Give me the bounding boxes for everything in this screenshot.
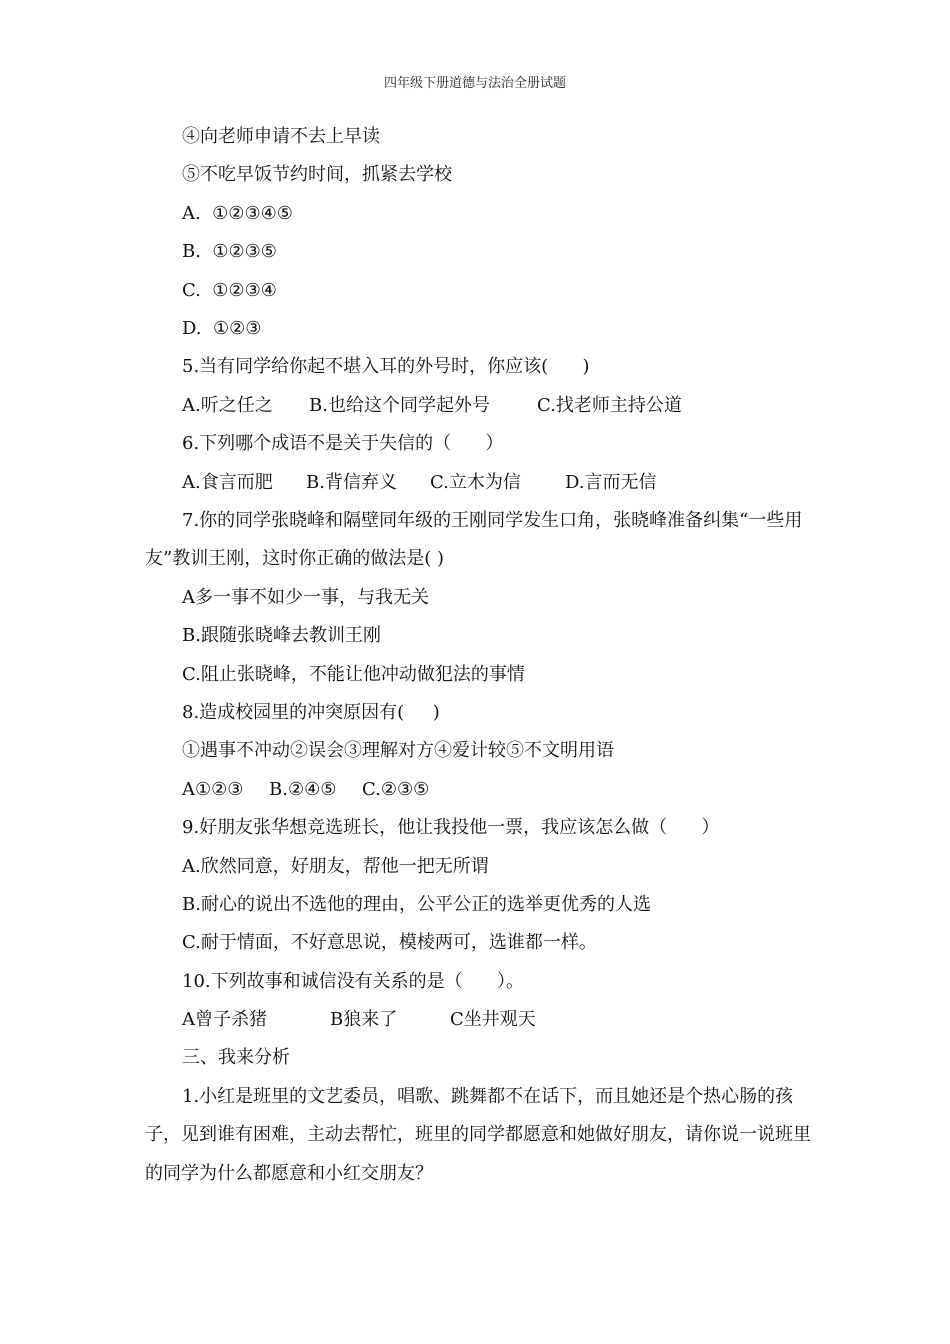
question-6-options (145, 464, 815, 502)
page-header: 四年级下册道德与法治全册试题 (383, 76, 566, 91)
question-5-options (145, 387, 815, 425)
q8-list: ①遇事不冲动②误会③理解对方④爱计较⑤不文明用语 (182, 740, 614, 762)
choice-b: B. ①②③⑤ (182, 241, 277, 263)
question-8: 8.造成校园里的冲突原因有( ) (182, 701, 440, 723)
question-10: 10.下列故事和诚信没有关系的是（ ）。 (182, 970, 524, 992)
q6-option-a: A.食言而肥 (182, 471, 273, 493)
question-7: 7.你的同学张晓峰和隔壁同年级的王刚同学发生口角，张晓峰准备纠集“一些用友”教训王刚，这时你正确的做法是( ) (145, 509, 803, 570)
q10-option-c: C坐井观天 (450, 1009, 536, 1031)
q6-option-b: B.背信弃义 (306, 471, 397, 493)
q7-option-a: A多一事不如少一事，与我无关 (182, 586, 429, 608)
question-5: 5.当有同学给你起不堪入耳的外号时，你应该( ) (182, 356, 590, 378)
q7-option-b: B.跟随张晓峰去教训王刚 (182, 625, 381, 647)
option-line-4: ④向老师申请不去上早读 (182, 126, 380, 147)
q6-option-c: C.立木为信 (430, 471, 521, 493)
q7-option-c: C.阻止张晓峰，不能让他冲动做犯法的事情 (182, 663, 525, 685)
choice-c: C. ①②③④ (182, 279, 277, 301)
q9-option-c: C.耐于情面，不好意思说，模棱两可，选谁都一样。 (182, 932, 597, 954)
q9-option-b: B.耐心的说出不选他的理由，公平公正的选举更优秀的人选 (182, 893, 651, 915)
section-heading: 三、我来分析 (182, 1047, 290, 1069)
option-line-5: ⑤不吃早饭节约时间，抓紧去学校 (182, 164, 452, 186)
q5-option-c: C.找老师主持公道 (537, 394, 682, 416)
q8-option-c: C.②③⑤ (362, 778, 430, 800)
document-body (145, 118, 815, 1193)
question-10-options (145, 1001, 815, 1039)
q6-option-d: D.言而无信 (565, 471, 657, 493)
analysis-question-1: 1.小红是班里的文艺委员，唱歌、跳舞都不在话下，而且她还是个热心肠的孩子，见到谁有困难，主动去帮忙，班里的同学都愿意和她做好朋友，请你说一说班里的同学为什么都愿意和小红交朋友？ (145, 1085, 811, 1184)
q5-option-a: A.听之任之 (182, 394, 273, 416)
q5-option-b: B.也给这个同学起外号 (309, 394, 490, 416)
q8-option-a: A①②③ (182, 778, 244, 800)
q10-option-b: B狼来了 (330, 1009, 398, 1031)
q9-option-a: A.欣然同意，好朋友，帮他一把无所谓 (182, 855, 489, 877)
q8-option-b: B.②④⑤ (269, 778, 337, 800)
choice-a: A. ①②③④⑤ (182, 202, 293, 224)
question-8-options (145, 771, 815, 809)
question-9: 9.好朋友张华想竞选班长，他让我投他一票，我应该怎么做（ ） (182, 817, 720, 839)
choice-d: D. ①②③ (182, 317, 262, 339)
question-6: 6.下列哪个成语不是关于失信的（ ） (182, 433, 504, 455)
q10-option-a: A曾子杀猪 (182, 1009, 267, 1031)
